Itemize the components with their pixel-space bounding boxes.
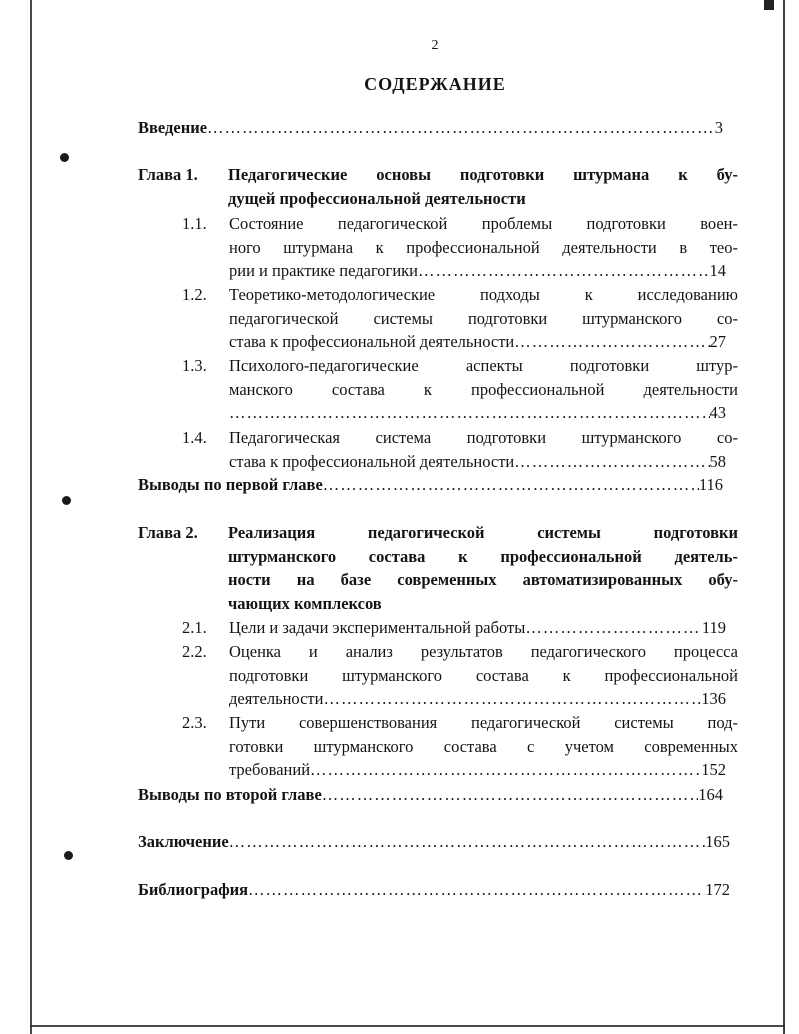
dot-leader [323, 473, 699, 497]
section-last-line [229, 616, 726, 640]
dot-leader [514, 330, 709, 354]
page-number: 2 [431, 38, 439, 53]
chapter-title-line: чающих комплексов [228, 593, 382, 613]
toc-entry-bibliography[interactable] [138, 878, 730, 902]
chapter-1-heading [138, 163, 738, 210]
scan-bottom-edge [30, 1025, 785, 1027]
chapter-2-heading [138, 521, 738, 615]
section-last-line [229, 401, 726, 425]
toc-section-2-3[interactable] [182, 711, 738, 782]
section-line: рии и практике педагогики [229, 261, 418, 281]
entry-page: 165 [705, 832, 730, 851]
chapter-title-line: дущей профессиональной деятельности [228, 188, 526, 208]
dot-leader [323, 687, 701, 711]
dot-leader [207, 116, 715, 140]
entry-page: 116 [698, 475, 723, 494]
dot-leader [322, 783, 698, 807]
section-number: 1.4. [182, 428, 207, 447]
toc-section-1-1[interactable] [182, 212, 738, 283]
toc-entry-conclusion[interactable] [138, 830, 730, 854]
toc-section-1-2[interactable] [182, 283, 738, 354]
entry-page: 3 [714, 118, 723, 137]
toc-section-2-1[interactable] [182, 616, 738, 640]
entry-page: 58 [709, 451, 726, 471]
chapter-title-line: штурманского состава к профессиональной деятель- [228, 546, 738, 566]
scan-right-edge [783, 0, 785, 1034]
chapter-title-line: ности на базе современных автоматизированных обу- [228, 570, 738, 590]
section-number: 2.2. [182, 642, 207, 661]
section-number: 2.3. [182, 713, 207, 732]
entry-label: Введение [138, 118, 208, 137]
entry-page: 136 [701, 689, 726, 709]
section-line: Теоретико-методологические подходы к исследованию [229, 285, 738, 304]
chapter-title-line: Реализация педагогической системы подготовки [228, 523, 738, 542]
section-last-line [229, 259, 726, 283]
entry-page: 119 [701, 618, 726, 637]
section-last-line [229, 687, 726, 711]
scan-left-edge [30, 0, 32, 1034]
dot-leader [418, 259, 710, 283]
entry-label: Выводы по первой главе [138, 475, 323, 494]
section-line: деятельности [229, 689, 324, 709]
section-line: става к профессиональной деятельности [229, 451, 515, 471]
toc-entry-intro[interactable] [138, 116, 723, 140]
dot-leader [229, 401, 710, 425]
entry-page: 14 [709, 261, 726, 281]
chapter-label: Глава 1. [138, 165, 198, 184]
dot-leader [514, 450, 709, 474]
toc-entry-chapter1-conclusions[interactable] [138, 473, 723, 497]
section-line: педагогической системы подготовки штурманского со- [229, 308, 738, 328]
punch-hole-2 [62, 496, 71, 505]
section-last-line [229, 758, 726, 782]
entry-page: 43 [709, 403, 726, 423]
section-last-line [229, 330, 726, 354]
entry-label: Выводы по второй главе [138, 785, 322, 804]
entry-page: 172 [705, 880, 730, 899]
toc-section-1-4[interactable] [182, 426, 738, 473]
toc-title: СОДЕРЖАНИЕ [364, 74, 506, 94]
section-line: Психолого-педагогические аспекты подготовки штур- [229, 356, 738, 375]
entry-page: 152 [701, 760, 726, 780]
section-line: Цели и задачи экспериментальной работы [229, 618, 526, 637]
section-line: Пути совершенствования педагогической системы под- [229, 713, 738, 732]
section-last-line [229, 450, 726, 474]
section-line: готовки штурманского состава с учетом современных [229, 736, 738, 756]
dot-leader [248, 878, 705, 902]
chapter-title-line: Педагогические основы подготовки штурмана к бу- [228, 165, 738, 184]
chapter-label: Глава 2. [138, 523, 198, 542]
punch-hole-1 [60, 153, 69, 162]
section-line: става к профессиональной деятельности [229, 332, 515, 352]
toc-entry-chapter2-conclusions[interactable] [138, 783, 723, 807]
section-number: 1.3. [182, 356, 207, 375]
entry-page: 164 [698, 785, 723, 804]
section-number: 1.2. [182, 285, 207, 304]
section-line: Состояние педагогической проблемы подготовки воен- [229, 214, 738, 233]
entry-label: Библиография [138, 880, 249, 899]
section-number: 1.1. [182, 214, 207, 233]
section-line: манского состава к профессиональной деятельности [229, 379, 738, 399]
section-line: ного штурмана к профессиональной деятельности в тео- [229, 237, 738, 257]
section-line: подготовки штурманского состава к профессиональной [229, 665, 738, 685]
punch-hole-3 [64, 851, 73, 860]
entry-label: Заключение [138, 832, 229, 851]
dot-leader [229, 830, 706, 854]
scan-corner-mark [764, 0, 774, 10]
section-line: требований [229, 760, 311, 780]
dot-leader [310, 758, 701, 782]
toc-section-2-2[interactable] [182, 640, 738, 711]
toc-section-1-3[interactable] [182, 354, 738, 425]
section-line: Педагогическая система подготовки штурманского со- [229, 428, 738, 447]
section-line: Оценка и анализ результатов педагогического процесса [229, 642, 738, 661]
dot-leader [525, 616, 702, 640]
section-number: 2.1. [182, 618, 207, 637]
entry-page: 27 [709, 332, 726, 352]
